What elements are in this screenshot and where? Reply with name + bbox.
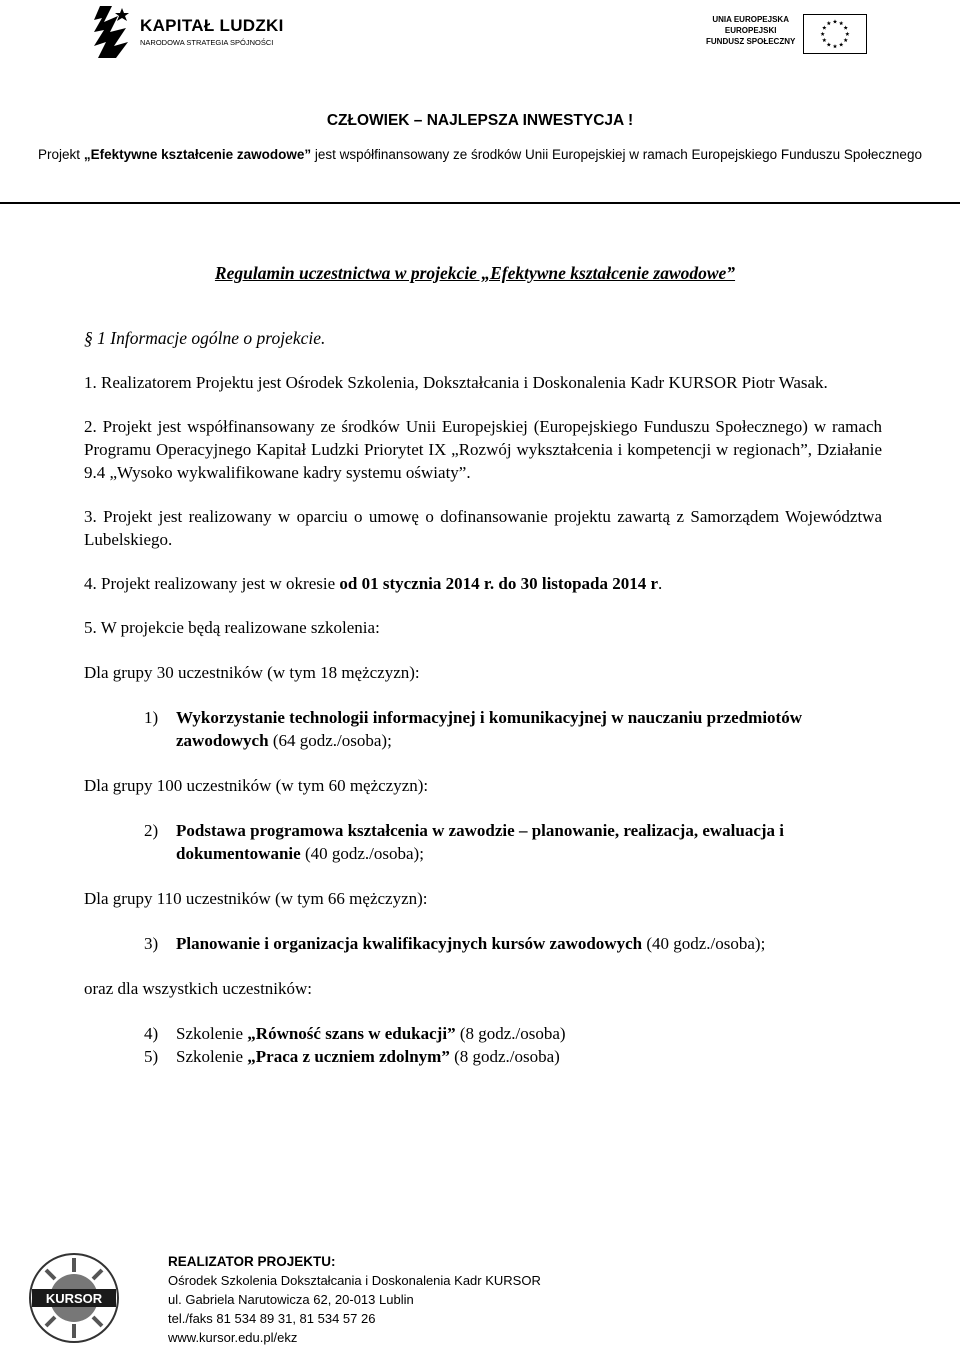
paragraph-4-prefix: 4. Projekt realizowany jest w okresie [84, 574, 340, 593]
training-item-5 [144, 1045, 882, 1068]
group-1-heading: Dla grupy 30 uczestników (w tym 18 mężczyzn): [84, 663, 420, 682]
eu-star-icon [846, 32, 850, 36]
footer-heading: REALIZATOR PROJEKTU: [168, 1254, 336, 1269]
all-participants-heading: oraz dla wszystkich uczestników: [84, 979, 313, 998]
eu-star-icon [822, 26, 826, 30]
kursor-logo [28, 1252, 120, 1344]
footer-phone: tel./faks 81 534 89 31, 81 534 57 26 [168, 1311, 376, 1326]
eu-star-icon [821, 32, 825, 36]
group-2-heading: Dla grupy 100 uczestników (w tym 60 mężczyzn): [84, 776, 429, 795]
training-item-4 [144, 1022, 882, 1045]
item-title: Podstawa programowa kształcenia w zawodzie – planowanie, realizacja, ewaluacja i dokumentowanie [176, 821, 784, 863]
eu-star-icon [844, 26, 848, 30]
header-divider [0, 202, 960, 204]
eu-line-2: EUROPEJSKI [724, 26, 777, 35]
item-prefix: Szkolenie [176, 1024, 248, 1043]
item-hours: (40 godz./osoba); [642, 934, 766, 953]
footer-website[interactable]: www.kursor.edu.pl/ekz [168, 1330, 298, 1345]
project-name: „Efektywne kształcenie zawodowe” [83, 147, 312, 162]
paragraph-3: 3. Projekt jest realizowany w oparciu o umowę o dofinansowanie projektu zawartą z Samorządem Województwa Lubelskiego. [84, 507, 882, 549]
footer-organization: Ośrodek Szkolenia Dokształcania i Doskonalenia Kadr KURSOR [168, 1273, 541, 1288]
item-title: „Praca z uczniem zdolnym” [247, 1047, 450, 1066]
item-number: 2) [144, 821, 159, 840]
item-hours: (8 godz./osoba) [449, 1047, 560, 1066]
item-number: 4) [144, 1024, 159, 1043]
kapital-ludzki-emblem-icon [92, 2, 134, 60]
document-body [84, 262, 882, 1068]
kursor-logo-text: KURSOR [45, 1291, 103, 1306]
eu-star-icon [822, 38, 826, 42]
item-title: Wykorzystanie technologii informacyjnej i komunikacyjnej w nauczaniu przedmiotów zawodowych [176, 708, 802, 750]
project-funding-line [20, 144, 940, 166]
kapital-ludzki-title: KAPITAŁ LUDZKI [140, 15, 284, 35]
item-hours: (64 godz./osoba); [268, 731, 392, 750]
eu-star-icon [839, 42, 843, 46]
item-hours: (8 godz./osoba) [455, 1024, 566, 1043]
paragraph-1: 1. Realizatorem Projektu jest Ośrodek Szkolenia, Dokształcania i Doskonalenia Kadr KURSOR Piotr Wasak. [84, 373, 828, 392]
footer-address: ul. Gabriela Narutowicza 62, 20-013 Lublin [168, 1292, 414, 1307]
kapital-ludzki-logo [92, 2, 284, 60]
paragraph-4-suffix: . [658, 574, 663, 593]
training-item-2 [144, 819, 882, 865]
document-title: Regulamin uczestnictwa w projekcie „Efektywne kształcenie zawodowe” [214, 263, 736, 283]
eu-line-3: FUNDUSZ SPOŁECZNY [706, 37, 796, 46]
eu-star-icon [833, 19, 837, 23]
header-block [0, 112, 960, 166]
eu-line-1: UNIA EUROPEJSKA [712, 15, 789, 24]
slogan: CZŁOWIEK – NAJLEPSZA INWESTYCJA ! [326, 112, 634, 129]
project-prefix: Projekt [38, 147, 84, 162]
kapital-ludzki-subtitle: NARODOWA STRATEGIA SPÓJNOŚCI [140, 37, 274, 47]
training-item-1 [144, 706, 882, 752]
item-number: 5) [144, 1047, 159, 1066]
item-title: „Równość szans w edukacji” [247, 1024, 456, 1043]
item-hours: (40 godz./osoba); [300, 844, 424, 863]
item-title: Planowanie i organizacja kwalifikacyjnych kursów zawodowych [176, 934, 643, 953]
item-number: 3) [144, 934, 159, 953]
project-suffix: jest współfinansowany ze środków Unii Europejskiej w ramach Europejskiego Funduszu Społecznego [311, 147, 922, 162]
item-prefix: Szkolenie [176, 1047, 248, 1066]
project-period: od 01 stycznia 2014 r. do 30 listopada 2014 r [339, 574, 659, 593]
footer-contact [168, 1252, 541, 1347]
eu-star-icon [844, 38, 848, 42]
paragraph-5: 5. W projekcie będą realizowane szkolenia: [84, 618, 380, 637]
section-heading: § 1 Informacje ogólne o projekcie. [84, 328, 326, 348]
eu-star-icon [839, 21, 843, 25]
paragraph-2: 2. Projekt jest współfinansowany ze środków Unii Europejskiej (Europejskiego Funduszu Społecznego) w ramach Programu Operacyjnego Kapitał Ludzki Priorytet IX „Rozwój wykształcenia i kompetencji w regionach”, Działanie 9.4 „Wysoko wykwalifikowane kadry systemu oświaty”. [84, 417, 882, 482]
eu-star-icon [827, 21, 831, 25]
training-item-3 [144, 932, 882, 955]
group-3-heading: Dla grupy 110 uczestników (w tym 66 mężczyzn): [84, 889, 428, 908]
eu-logo [706, 14, 867, 54]
eu-star-icon [833, 44, 837, 48]
item-number: 1) [144, 708, 159, 727]
paragraph-4 [84, 572, 882, 595]
eu-flag-icon [803, 14, 867, 54]
eu-star-icon [827, 42, 831, 46]
